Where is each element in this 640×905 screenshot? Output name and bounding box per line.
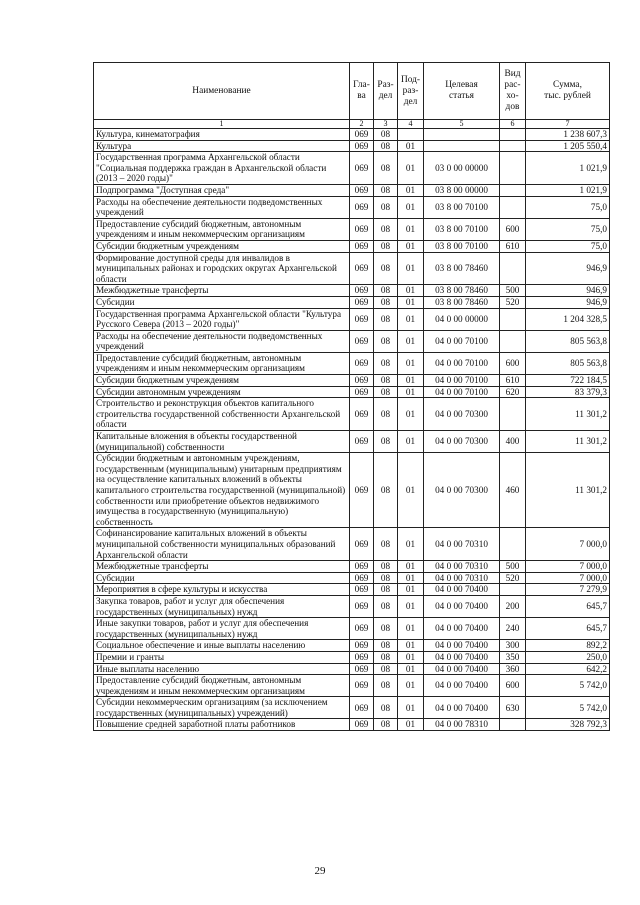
row-glava: 069 — [350, 663, 374, 675]
column-number: 6 — [500, 120, 526, 129]
row-name: Повышение средней заработной платы работников — [94, 719, 350, 731]
row-target-article: 04 0 00 70310 — [424, 572, 500, 584]
row-expense-type: 300 — [500, 640, 526, 652]
row-sum: 75,0 — [526, 240, 610, 252]
row-glava: 069 — [350, 218, 374, 240]
row-target-article: 04 0 00 70400 — [424, 697, 500, 719]
row-glava: 069 — [350, 129, 374, 141]
row-razdel: 08 — [374, 651, 398, 663]
row-sum: 645,7 — [526, 595, 610, 617]
column-number-row — [94, 120, 610, 129]
row-podrazdel: 01 — [398, 561, 424, 573]
row-target-article: 03 8 00 78460 — [424, 285, 500, 297]
row-razdel: 08 — [374, 431, 398, 453]
row-glava: 069 — [350, 296, 374, 308]
row-sum: 328 792,3 — [526, 719, 610, 731]
row-target-article: 03 8 00 70100 — [424, 240, 500, 252]
table-row — [94, 572, 610, 584]
row-name: Субсидии автономным учреждениям — [94, 386, 350, 398]
row-name: Софинансирование капитальных вложений в объекты муниципальной собственности муниципальных образований Архангельской области — [94, 528, 350, 561]
row-glava: 069 — [350, 386, 374, 398]
row-expense-type: 500 — [500, 561, 526, 573]
row-glava: 069 — [350, 330, 374, 352]
row-target-article: 04 0 00 00000 — [424, 308, 500, 330]
table-row — [94, 640, 610, 652]
column-number: 2 — [350, 120, 374, 129]
table-row — [94, 252, 610, 285]
row-podrazdel: 01 — [398, 184, 424, 196]
row-name: Культура — [94, 140, 350, 152]
row-expense-type: 400 — [500, 431, 526, 453]
table-row — [94, 697, 610, 719]
row-sum: 1 021,9 — [526, 184, 610, 196]
row-name: Капитальные вложения в объекты государственной (муниципальной) собственности — [94, 431, 350, 453]
row-razdel: 08 — [374, 218, 398, 240]
row-expense-type: 520 — [500, 296, 526, 308]
row-glava: 069 — [350, 675, 374, 697]
row-name: Культура, кинематография — [94, 129, 350, 141]
row-podrazdel: 01 — [398, 330, 424, 352]
row-podrazdel: 01 — [398, 640, 424, 652]
row-sum: 7 000,0 — [526, 572, 610, 584]
row-expense-type: 520 — [500, 572, 526, 584]
row-target-article: 04 0 00 70400 — [424, 651, 500, 663]
header-razdel: Раз- дел — [374, 63, 398, 120]
row-razdel: 08 — [374, 140, 398, 152]
table-row — [94, 398, 610, 431]
row-target-article — [424, 129, 500, 141]
table-row — [94, 375, 610, 387]
row-razdel: 08 — [374, 697, 398, 719]
row-target-article: 03 0 00 00000 — [424, 152, 500, 185]
row-razdel: 08 — [374, 561, 398, 573]
row-podrazdel: 01 — [398, 431, 424, 453]
row-glava: 069 — [350, 528, 374, 561]
column-number: 5 — [424, 120, 500, 129]
row-expense-type: 500 — [500, 285, 526, 297]
table-row — [94, 561, 610, 573]
row-podrazdel: 01 — [398, 528, 424, 561]
column-number: 4 — [398, 120, 424, 129]
row-name: Предоставление субсидий бюджетным, автономным учреждениям и иным некоммерческим организациям — [94, 352, 350, 374]
table-row — [94, 386, 610, 398]
row-glava: 069 — [350, 375, 374, 387]
row-target-article: 03 8 00 70100 — [424, 196, 500, 218]
row-sum: 946,9 — [526, 252, 610, 285]
row-name: Субсидии — [94, 296, 350, 308]
row-podrazdel: 01 — [398, 240, 424, 252]
row-glava: 069 — [350, 719, 374, 731]
row-glava: 069 — [350, 285, 374, 297]
row-name: Предоставление субсидий бюджетным, автономным учреждениям и иным некоммерческим организациям — [94, 675, 350, 697]
row-podrazdel: 01 — [398, 152, 424, 185]
row-podrazdel: 01 — [398, 584, 424, 596]
row-podrazdel: 01 — [398, 572, 424, 584]
row-expense-type: 600 — [500, 352, 526, 374]
row-razdel: 08 — [374, 375, 398, 387]
row-glava: 069 — [350, 595, 374, 617]
table-row — [94, 651, 610, 663]
row-podrazdel: 01 — [398, 375, 424, 387]
row-razdel: 08 — [374, 152, 398, 185]
row-expense-type: 620 — [500, 386, 526, 398]
row-razdel: 08 — [374, 252, 398, 285]
table-row — [94, 584, 610, 596]
row-podrazdel: 01 — [398, 196, 424, 218]
row-expense-type — [500, 308, 526, 330]
row-glava: 069 — [350, 152, 374, 185]
row-expense-type: 610 — [500, 240, 526, 252]
row-podrazdel: 01 — [398, 252, 424, 285]
row-sum: 7 000,0 — [526, 561, 610, 573]
row-target-article: 04 0 00 70310 — [424, 528, 500, 561]
row-sum: 5 742,0 — [526, 675, 610, 697]
row-podrazdel: 01 — [398, 352, 424, 374]
row-glava: 069 — [350, 453, 374, 528]
row-podrazdel: 01 — [398, 140, 424, 152]
table-row — [94, 240, 610, 252]
row-target-article: 04 0 00 70400 — [424, 675, 500, 697]
row-target-article: 04 0 00 70400 — [424, 618, 500, 640]
row-razdel: 08 — [374, 330, 398, 352]
table-row — [94, 663, 610, 675]
row-name: Подпрограмма "Доступная среда" — [94, 184, 350, 196]
header-sum: Сумма, тыс. рублей — [526, 63, 610, 120]
budget-table — [93, 62, 610, 731]
row-expense-type: 600 — [500, 675, 526, 697]
row-expense-type — [500, 584, 526, 596]
table-row — [94, 218, 610, 240]
row-podrazdel: 01 — [398, 595, 424, 617]
row-sum: 83 379,3 — [526, 386, 610, 398]
row-target-article: 04 0 00 70400 — [424, 663, 500, 675]
row-sum: 11 301,2 — [526, 398, 610, 431]
row-expense-type — [500, 252, 526, 285]
row-expense-type — [500, 719, 526, 731]
table-body — [94, 129, 610, 731]
row-razdel: 08 — [374, 285, 398, 297]
row-sum: 11 301,2 — [526, 453, 610, 528]
row-target-article: 04 0 00 70100 — [424, 330, 500, 352]
row-glava: 069 — [350, 240, 374, 252]
table-row — [94, 595, 610, 617]
row-sum: 75,0 — [526, 196, 610, 218]
row-razdel: 08 — [374, 129, 398, 141]
table-row — [94, 129, 610, 141]
header-name: Наименование — [94, 63, 350, 120]
row-sum: 1 021,9 — [526, 152, 610, 185]
row-expense-type: 610 — [500, 375, 526, 387]
header-podrazdel: Под- раз- дел — [398, 63, 424, 120]
row-sum: 75,0 — [526, 218, 610, 240]
row-glava: 069 — [350, 252, 374, 285]
table-row — [94, 285, 610, 297]
row-razdel: 08 — [374, 595, 398, 617]
row-sum: 645,7 — [526, 618, 610, 640]
row-target-article: 04 0 00 70100 — [424, 352, 500, 374]
page-number: 29 — [314, 865, 326, 877]
row-sum: 946,9 — [526, 285, 610, 297]
row-glava: 069 — [350, 398, 374, 431]
row-name: Расходы на обеспечение деятельности подведомственных учреждений — [94, 196, 350, 218]
row-name: Государственная программа Архангельской области "Культура Русского Севера (2013 – 2020 годы)" — [94, 308, 350, 330]
table-row — [94, 184, 610, 196]
row-name: Иные выплаты населению — [94, 663, 350, 675]
row-expense-type — [500, 152, 526, 185]
row-name: Субсидии бюджетным учреждениям — [94, 375, 350, 387]
table-row — [94, 431, 610, 453]
row-expense-type — [500, 330, 526, 352]
row-podrazdel: 01 — [398, 663, 424, 675]
column-number: 3 — [374, 120, 398, 129]
column-number: 1 — [94, 120, 350, 129]
row-name: Закупка товаров, работ и услуг для обеспечения государственных (муниципальных) нужд — [94, 595, 350, 617]
row-expense-type — [500, 129, 526, 141]
row-podrazdel: 01 — [398, 398, 424, 431]
column-number: 7 — [526, 120, 610, 129]
row-expense-type: 630 — [500, 697, 526, 719]
row-name: Субсидии некоммерческим организациям (за исключением государственных (муниципальных) учреждений) — [94, 697, 350, 719]
table-row — [94, 330, 610, 352]
row-name: Субсидии — [94, 572, 350, 584]
row-sum: 892,2 — [526, 640, 610, 652]
row-target-article: 04 0 00 70300 — [424, 431, 500, 453]
row-razdel: 08 — [374, 308, 398, 330]
row-name: Межбюджетные трансферты — [94, 561, 350, 573]
row-name: Премии и гранты — [94, 651, 350, 663]
row-glava: 069 — [350, 618, 374, 640]
table-row — [94, 308, 610, 330]
row-glava: 069 — [350, 352, 374, 374]
row-glava: 069 — [350, 140, 374, 152]
row-sum: 11 301,2 — [526, 431, 610, 453]
table-row — [94, 719, 610, 731]
row-glava: 069 — [350, 651, 374, 663]
row-sum: 642,2 — [526, 663, 610, 675]
row-glava: 069 — [350, 640, 374, 652]
table-row — [94, 152, 610, 185]
row-expense-type: 240 — [500, 618, 526, 640]
row-glava: 069 — [350, 308, 374, 330]
row-razdel: 08 — [374, 618, 398, 640]
row-razdel: 08 — [374, 584, 398, 596]
row-sum: 1 205 550,4 — [526, 140, 610, 152]
row-expense-type: 200 — [500, 595, 526, 617]
row-sum: 250,0 — [526, 651, 610, 663]
row-podrazdel: 01 — [398, 296, 424, 308]
row-target-article: 03 8 00 78460 — [424, 296, 500, 308]
row-target-article: 04 0 00 70400 — [424, 595, 500, 617]
row-name: Социальное обеспечение и иные выплаты населению — [94, 640, 350, 652]
row-name: Субсидии бюджетным учреждениям — [94, 240, 350, 252]
row-glava: 069 — [350, 697, 374, 719]
row-target-article — [424, 140, 500, 152]
table-row — [94, 196, 610, 218]
row-sum: 1 238 607,3 — [526, 129, 610, 141]
row-name: Государственная программа Архангельской области "Социальная поддержка граждан в Архангельской области (2013 – 2020 годы)" — [94, 152, 350, 185]
row-target-article: 04 0 00 70100 — [424, 375, 500, 387]
row-target-article: 04 0 00 70300 — [424, 453, 500, 528]
row-razdel: 08 — [374, 196, 398, 218]
header-expense-type: Вид рас- хо- дов — [500, 63, 526, 120]
row-target-article: 03 8 00 78460 — [424, 252, 500, 285]
row-target-article: 04 0 00 70400 — [424, 640, 500, 652]
row-expense-type: 350 — [500, 651, 526, 663]
row-podrazdel: 01 — [398, 218, 424, 240]
row-name: Иные закупки товаров, работ и услуг для обеспечения государственных (муниципальных) нужд — [94, 618, 350, 640]
header-target-article: Целевая статья — [424, 63, 500, 120]
row-target-article: 04 0 00 70300 — [424, 398, 500, 431]
row-sum: 1 204 328,5 — [526, 308, 610, 330]
table-row — [94, 675, 610, 697]
row-glava: 069 — [350, 431, 374, 453]
table-row — [94, 296, 610, 308]
row-glava: 069 — [350, 584, 374, 596]
row-name: Расходы на обеспечение деятельности подведомственных учреждений — [94, 330, 350, 352]
row-glava: 069 — [350, 572, 374, 584]
row-podrazdel: 01 — [398, 719, 424, 731]
row-podrazdel: 01 — [398, 453, 424, 528]
row-target-article: 04 0 00 70400 — [424, 584, 500, 596]
row-sum: 722 184,5 — [526, 375, 610, 387]
row-razdel: 08 — [374, 398, 398, 431]
row-podrazdel: 01 — [398, 651, 424, 663]
table-row — [94, 618, 610, 640]
row-glava: 069 — [350, 561, 374, 573]
row-podrazdel: 01 — [398, 675, 424, 697]
row-razdel: 08 — [374, 184, 398, 196]
row-razdel: 08 — [374, 453, 398, 528]
row-expense-type — [500, 398, 526, 431]
row-sum: 805 563,8 — [526, 330, 610, 352]
row-razdel: 08 — [374, 386, 398, 398]
row-podrazdel: 01 — [398, 308, 424, 330]
row-razdel: 08 — [374, 296, 398, 308]
row-expense-type — [500, 528, 526, 561]
table-row — [94, 453, 610, 528]
table-row — [94, 528, 610, 561]
row-podrazdel: 01 — [398, 697, 424, 719]
row-podrazdel: 01 — [398, 285, 424, 297]
row-sum: 5 742,0 — [526, 697, 610, 719]
row-name: Мероприятия в сфере культуры и искусства — [94, 584, 350, 596]
row-name: Предоставление субсидий бюджетным, автономным учреждениям и иным некоммерческим организациям — [94, 218, 350, 240]
row-expense-type — [500, 140, 526, 152]
row-target-article: 03 8 00 00000 — [424, 184, 500, 196]
row-sum: 946,9 — [526, 296, 610, 308]
row-glava: 069 — [350, 196, 374, 218]
header-row — [94, 63, 610, 120]
row-target-article: 04 0 00 70100 — [424, 386, 500, 398]
row-name: Формирование доступной среды для инвалидов в муниципальных районах и городских округах Архангельской области — [94, 252, 350, 285]
row-podrazdel — [398, 129, 424, 141]
row-podrazdel: 01 — [398, 618, 424, 640]
row-name: Строительство и реконструкция объектов капитального строительства государственной собственности Архангельской области — [94, 398, 350, 431]
table-row — [94, 140, 610, 152]
row-razdel: 08 — [374, 663, 398, 675]
row-expense-type: 460 — [500, 453, 526, 528]
row-sum: 7 279,9 — [526, 584, 610, 596]
row-razdel: 08 — [374, 719, 398, 731]
table-row — [94, 352, 610, 374]
row-razdel: 08 — [374, 572, 398, 584]
row-razdel: 08 — [374, 528, 398, 561]
row-glava: 069 — [350, 184, 374, 196]
row-expense-type — [500, 196, 526, 218]
row-sum: 7 000,0 — [526, 528, 610, 561]
row-target-article: 04 0 00 70310 — [424, 561, 500, 573]
row-target-article: 03 8 00 70100 — [424, 218, 500, 240]
row-razdel: 08 — [374, 640, 398, 652]
row-podrazdel: 01 — [398, 386, 424, 398]
header-glava: Гла- ва — [350, 63, 374, 120]
row-name: Субсидии бюджетным и автономным учреждениям, государственным (муниципальным) унитарным предприятиям на осуществление капитальных вложений в объекты капитального строительства государственной (муниципальной) собственности или приобретение объектов недвижимого имущества в государственную (муниципальную) собственность — [94, 453, 350, 528]
row-name: Межбюджетные трансферты — [94, 285, 350, 297]
row-expense-type: 600 — [500, 218, 526, 240]
row-expense-type — [500, 184, 526, 196]
row-expense-type: 360 — [500, 663, 526, 675]
row-razdel: 08 — [374, 675, 398, 697]
row-razdel: 08 — [374, 352, 398, 374]
row-razdel: 08 — [374, 240, 398, 252]
row-sum: 805 563,8 — [526, 352, 610, 374]
row-target-article: 04 0 00 78310 — [424, 719, 500, 731]
